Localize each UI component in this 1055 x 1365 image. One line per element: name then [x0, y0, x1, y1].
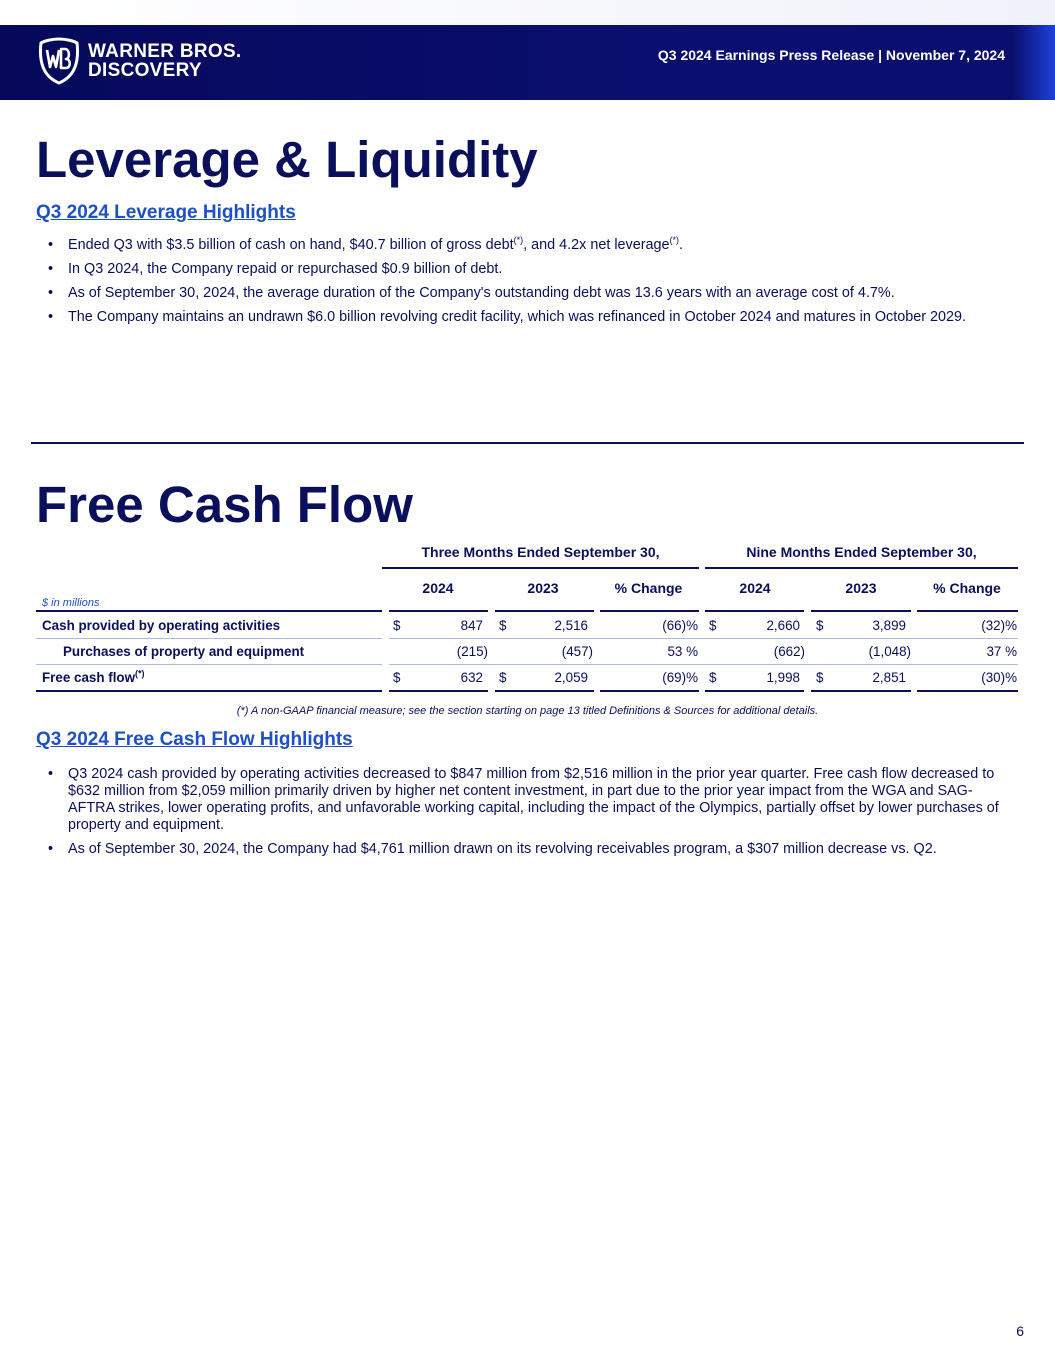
list-item: • The Company maintains an undrawn $6.0 billion revolving credit facility, which was refinanced in October 2024 and matures in October 2029.	[48, 309, 1018, 326]
currency-symbol: $	[393, 618, 401, 633]
value-cell: 2,059	[554, 670, 588, 685]
bullet-text: , and 4.2x net leverage	[523, 237, 670, 253]
page-number: 6	[1016, 1323, 1024, 1339]
column-header: 2023	[527, 580, 559, 596]
currency-symbol: $	[709, 618, 717, 633]
row-label: Cash provided by operating activities	[42, 618, 281, 633]
column-header: 2024	[422, 580, 454, 596]
list-item: • As of September 30, 2024, the Company had $4,761 million drawn on its revolving receivables program, a $307 million decrease vs. Q2.	[48, 841, 1018, 858]
header-rule	[705, 610, 804, 612]
value-cell: (215)	[456, 644, 488, 659]
unit-label: $ in millions	[42, 597, 100, 609]
value-cell: (30)%	[981, 670, 1017, 685]
bullet-text: Ended Q3 with $3.5 billion of cash on hand, $40.7 billion of gross debt	[68, 237, 514, 253]
column-header: % Change	[933, 580, 1001, 596]
group-header-three-months: Three Months Ended September 30,	[382, 544, 699, 569]
section-divider	[31, 442, 1024, 444]
list-item: • Q3 2024 cash provided by operating activities decreased to $847 million from $2,516 million in the prior year quarter. Free cash flow decreased to $632 million from $2,059 million primarily driven by higher net content investment, in part due to the prior year impact from the WGA and SAG-AFTRA strikes, lower operating profits, and unfavorable working capital, including the impact of the Olympics, partially offset by lower purchases of property and equipment.	[48, 766, 1018, 834]
currency-symbol: $	[816, 670, 824, 685]
fcf-footnote: (*) A non-GAAP financial measure; see the section starting on page 13 titled Definitions & Sources for additional details.	[236, 705, 819, 717]
table-bottom-rule	[495, 690, 594, 692]
table-row	[36, 613, 1018, 639]
column-header: 2023	[845, 580, 877, 596]
header-rule	[811, 610, 911, 612]
value-cell: (457)	[561, 644, 593, 659]
header-rule	[600, 610, 699, 612]
table-row	[36, 639, 1018, 665]
currency-symbol: $	[393, 670, 401, 685]
leverage-subtitle: Q3 2024 Leverage Highlights	[36, 202, 296, 223]
value-cell: 1,998	[766, 670, 800, 685]
column-header: 2024	[739, 580, 771, 596]
value-cell: 53 %	[667, 644, 698, 659]
list-item: • As of September 30, 2024, the average duration of the Company's outstanding debt was 13.6 years with an average cost of 4.7%.	[48, 285, 1018, 302]
currency-symbol: $	[709, 670, 717, 685]
currency-symbol: $	[499, 670, 507, 685]
row-label	[42, 670, 145, 685]
page-header	[0, 25, 1055, 100]
logo-wordmark	[88, 42, 242, 80]
release-info: Q3 2024 Earnings Press Release | November 7, 2024	[657, 47, 1005, 63]
row-label: Purchases of property and equipment	[63, 644, 305, 659]
value-cell: 632	[460, 670, 483, 685]
footnote-marker: (*)	[669, 235, 680, 246]
header-rule	[917, 610, 1018, 612]
fcf-highlights-title: Q3 2024 Free Cash Flow Highlights	[36, 729, 353, 750]
value-cell: 2,516	[554, 618, 588, 633]
value-cell: 37 %	[986, 644, 1017, 659]
leverage-title: Leverage & Liquidity	[36, 131, 538, 188]
leverage-bullets	[48, 237, 1018, 333]
currency-symbol: $	[816, 618, 824, 633]
value-cell: 2,851	[872, 670, 906, 685]
list-item	[48, 237, 1018, 254]
column-header: % Change	[614, 580, 683, 596]
header-top-strip	[0, 0, 1055, 25]
table-bottom-rule	[811, 690, 911, 692]
table-bottom-rule	[705, 690, 804, 692]
company-logo	[38, 37, 242, 85]
value-cell: (1,048)	[868, 644, 911, 659]
value-cell: (66)%	[662, 618, 698, 633]
table-bottom-rule	[389, 690, 488, 692]
header-rule	[495, 610, 594, 612]
table-bottom-rule	[917, 690, 1018, 692]
logo-line-2: DISCOVERY	[88, 60, 202, 81]
header-rule	[389, 610, 488, 612]
list-item: • In Q3 2024, the Company repaid or repurchased $0.9 billion of debt.	[48, 261, 1018, 278]
row-label-text: Free cash flow	[42, 670, 136, 685]
value-cell: (69)%	[662, 670, 698, 685]
header-rule	[36, 610, 382, 612]
footnote-marker: (*)	[135, 668, 145, 679]
logo-line-1: WARNER BROS.	[88, 41, 242, 62]
value-cell: 3,899	[872, 618, 906, 633]
fcf-highlights-bullets	[48, 766, 1018, 865]
currency-symbol: $	[499, 618, 507, 633]
value-cell: (662)	[773, 644, 805, 659]
value-cell: (32)%	[981, 618, 1017, 633]
value-cell: 847	[460, 618, 483, 633]
table-bottom-rule	[36, 690, 382, 692]
group-header-nine-months: Nine Months Ended September 30,	[705, 544, 1018, 569]
table-row	[36, 665, 1018, 691]
bullet-text: .	[679, 237, 684, 253]
table-bottom-rule	[600, 690, 699, 692]
wb-shield-icon	[38, 37, 80, 85]
footnote-marker: (*)	[513, 235, 524, 246]
fcf-title: Free Cash Flow	[36, 476, 413, 533]
value-cell: 2,660	[766, 618, 800, 633]
